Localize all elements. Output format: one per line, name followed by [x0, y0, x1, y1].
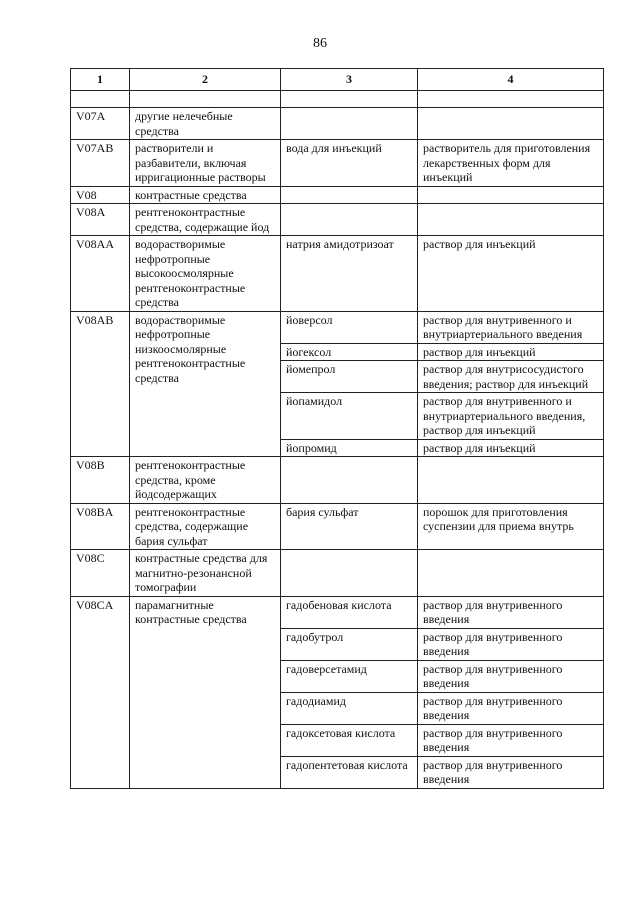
column-header-4: 4 [418, 69, 604, 91]
table-row [71, 186, 604, 204]
dosage-form-cell [418, 457, 604, 504]
substance-cell: йопромид [281, 439, 418, 457]
dosage-form-cell: раствор для внутривенного и внутриартериального введения [418, 311, 604, 343]
dosage-form-cell: раствор для внутривенного введения [418, 660, 604, 692]
dosage-form-cell: раствор для инъекций [418, 439, 604, 457]
substance-cell [281, 457, 418, 504]
dosage-form-cell: раствор для внутрисосудистого введения; раствор для инъекций [418, 361, 604, 393]
substance-cell: гадопентетовая кислота [281, 756, 418, 788]
dosage-form-cell [418, 204, 604, 236]
table-row [71, 140, 604, 187]
table-row [71, 550, 604, 597]
dosage-form-cell: раствор для внутривенного введения [418, 756, 604, 788]
column-header-3: 3 [281, 69, 418, 91]
substance-cell: бария сульфат [281, 503, 418, 550]
atc-code-cell: V08C [71, 550, 130, 597]
dosage-form-cell [418, 550, 604, 597]
substance-cell: гадодиамид [281, 692, 418, 724]
atc-code-cell: V08A [71, 204, 130, 236]
dosage-form-cell: раствор для внутривенного введения [418, 724, 604, 756]
page-number: 86 [313, 36, 327, 51]
substance-cell: гадоксетовая кислота [281, 724, 418, 756]
atc-group-name-cell: рентгеноконтрастные средства, кроме йодсодержащих [130, 457, 281, 504]
header-spacer-row [71, 91, 604, 108]
atc-group-name-cell: контрастные средства [130, 186, 281, 204]
substance-cell: йогексол [281, 343, 418, 361]
atc-group-name-cell: водорастворимые нефротропные низкоосмолярные рентгеноконтрастные средства [130, 311, 281, 457]
substance-cell [281, 204, 418, 236]
atc-group-name-cell: рентгеноконтрастные средства, содержащие бария сульфат [130, 503, 281, 550]
dosage-form-cell: раствор для внутривенного введения [418, 628, 604, 660]
dosage-form-cell: раствор для инъекций [418, 343, 604, 361]
atc-group-name-cell: другие нелечебные средства [130, 108, 281, 140]
table-body [71, 108, 604, 789]
substance-cell [281, 186, 418, 204]
atc-code-cell: V08AB [71, 311, 130, 457]
dosage-form-cell: раствор для внутривенного введения [418, 692, 604, 724]
table-row [71, 236, 604, 312]
atc-code-cell: V08BA [71, 503, 130, 550]
table-row [71, 108, 604, 140]
atc-code-cell: V07A [71, 108, 130, 140]
column-header-1: 1 [71, 69, 130, 91]
substance-cell [281, 550, 418, 597]
dosage-form-cell: раствор для внутривенного и внутриартериального введения, раствор для инъекций [418, 393, 604, 440]
dosage-form-cell: раствор для внутривенного введения [418, 596, 604, 628]
substance-cell: гадобеновая кислота [281, 596, 418, 628]
substance-cell: гадоверсетамид [281, 660, 418, 692]
table-header-row [71, 69, 604, 91]
substance-cell: гадобутрол [281, 628, 418, 660]
atc-group-name-cell: растворители и разбавители, включая ирригационные растворы [130, 140, 281, 187]
dosage-form-cell: порошок для приготовления суспензии для приема внутрь [418, 503, 604, 550]
atc-code-cell: V08 [71, 186, 130, 204]
drug-table [70, 68, 604, 789]
dosage-form-cell [418, 108, 604, 140]
atc-code-cell: V08CA [71, 596, 130, 788]
substance-cell: вода для инъекций [281, 140, 418, 187]
table-row [71, 311, 604, 343]
atc-group-name-cell: рентгеноконтрастные средства, содержащие йод [130, 204, 281, 236]
substance-cell [281, 108, 418, 140]
dosage-form-cell: растворитель для приготовления лекарственных форм для инъекций [418, 140, 604, 187]
atc-code-cell: V07AB [71, 140, 130, 187]
substance-cell: йоверсол [281, 311, 418, 343]
atc-code-cell: V08B [71, 457, 130, 504]
atc-group-name-cell: контрастные средства для магнитно-резонансной томографии [130, 550, 281, 597]
atc-group-name-cell: парамагнитные контрастные средства [130, 596, 281, 788]
table-row [71, 204, 604, 236]
table-row [71, 596, 604, 628]
substance-cell: натрия амидотризоат [281, 236, 418, 312]
dosage-form-cell [418, 186, 604, 204]
substance-cell: йопамидол [281, 393, 418, 440]
column-header-2: 2 [130, 69, 281, 91]
table-row [71, 503, 604, 550]
atc-code-cell: V08AA [71, 236, 130, 312]
atc-group-name-cell: водорастворимые нефротропные высокоосмолярные рентгеноконтрастные средства [130, 236, 281, 312]
table-row [71, 457, 604, 504]
substance-cell: йомепрол [281, 361, 418, 393]
dosage-form-cell: раствор для инъекций [418, 236, 604, 312]
